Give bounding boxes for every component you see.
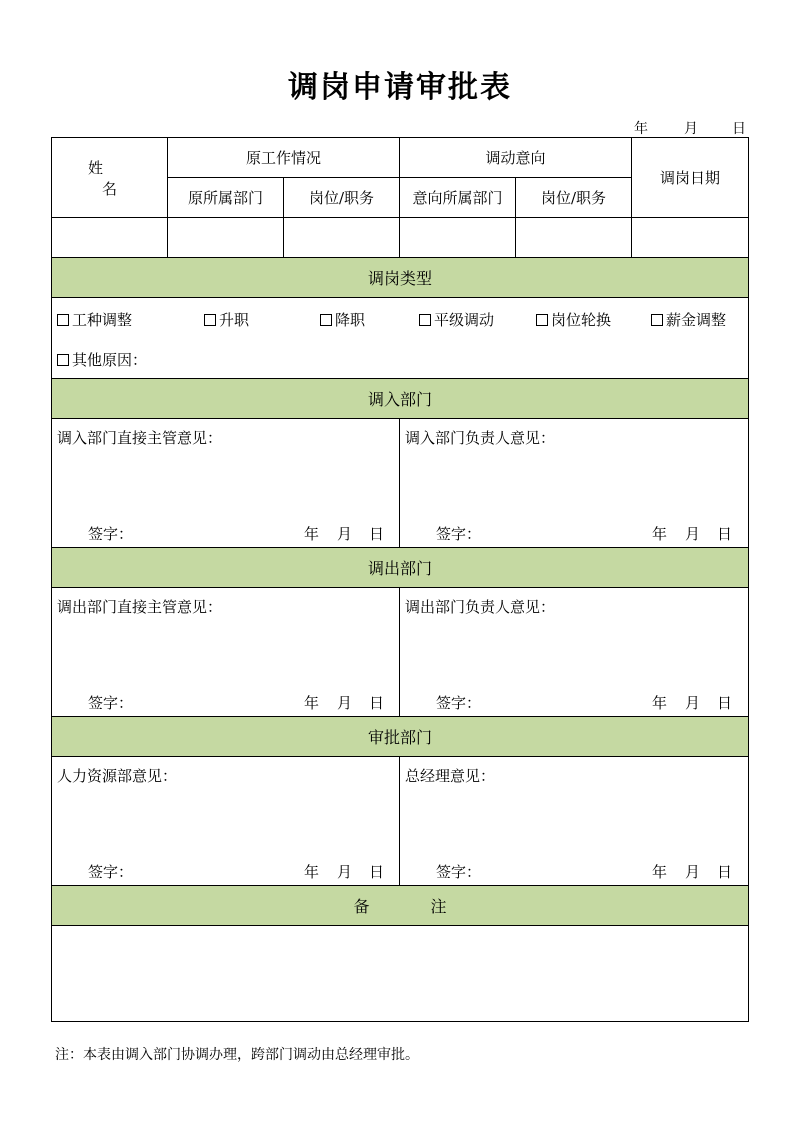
out-supervisor-opinion-label: 调出部门直接主管意见： bbox=[57, 598, 223, 616]
original-dept-header: 原所属部门 bbox=[168, 178, 284, 218]
option-demotion[interactable]: 降职 bbox=[320, 309, 365, 330]
remarks-field[interactable] bbox=[52, 926, 749, 1022]
year-label: 年 bbox=[304, 525, 320, 543]
year-label: 年 bbox=[304, 863, 320, 881]
name-header: 姓 名 bbox=[52, 138, 168, 218]
year-label: 年 bbox=[652, 525, 668, 543]
month-label: 月 bbox=[685, 863, 701, 881]
section-approval: 审批部门 bbox=[52, 717, 749, 757]
footnote: 注：本表由调入部门协调办理，跨部门调动由总经理审批。 bbox=[55, 1047, 419, 1063]
sign-label: 签字： bbox=[88, 863, 134, 881]
out-supervisor-opinion-box[interactable] bbox=[52, 588, 400, 717]
day-label: 日 bbox=[369, 863, 385, 881]
transfer-intent-header: 调动意向 bbox=[400, 138, 632, 178]
section-remarks: 备 注 bbox=[52, 886, 749, 926]
checkbox-icon[interactable] bbox=[57, 354, 69, 366]
month-label: 月 bbox=[337, 863, 353, 881]
form-title: 调岗申请审批表 bbox=[288, 70, 512, 105]
original-dept-field[interactable] bbox=[168, 218, 284, 258]
month-label: 月 bbox=[685, 694, 701, 712]
option-promotion[interactable]: 升职 bbox=[204, 309, 249, 330]
section-transfer-in: 调入部门 bbox=[52, 379, 749, 419]
option-lateral-transfer[interactable]: 平级调动 bbox=[419, 309, 494, 330]
day-label: 日 bbox=[369, 694, 385, 712]
intent-dept-header: 意向所属部门 bbox=[400, 178, 516, 218]
intent-dept-field[interactable] bbox=[400, 218, 516, 258]
year-label: 年 bbox=[652, 694, 668, 712]
intent-post-header: 岗位/职务 bbox=[516, 178, 632, 218]
option-job-rotation[interactable]: 岗位轮换 bbox=[536, 309, 611, 330]
transfer-form-table bbox=[51, 137, 749, 1022]
gm-opinion-box[interactable] bbox=[400, 757, 749, 886]
gm-opinion-label: 总经理意见： bbox=[405, 767, 496, 785]
in-supervisor-opinion-box[interactable] bbox=[52, 419, 400, 548]
transfer-type-options bbox=[52, 298, 749, 339]
other-reason-row bbox=[52, 338, 749, 379]
sign-label: 签字： bbox=[88, 525, 134, 543]
intent-post-field[interactable] bbox=[516, 218, 632, 258]
original-post-field[interactable] bbox=[284, 218, 400, 258]
section-transfer-type: 调岗类型 bbox=[52, 258, 749, 298]
original-job-header: 原工作情况 bbox=[168, 138, 400, 178]
checkbox-icon[interactable] bbox=[320, 314, 332, 326]
day-label: 日 bbox=[717, 525, 733, 543]
checkbox-icon[interactable] bbox=[204, 314, 216, 326]
transfer-date-field[interactable] bbox=[632, 218, 749, 258]
option-other-reason[interactable]: 其他原因： bbox=[57, 349, 147, 370]
day-label: 日 bbox=[717, 863, 733, 881]
hr-opinion-box[interactable] bbox=[52, 757, 400, 886]
date-month-label: 月 bbox=[684, 121, 698, 137]
checkbox-icon[interactable] bbox=[536, 314, 548, 326]
name-field[interactable] bbox=[52, 218, 168, 258]
checkbox-icon[interactable] bbox=[419, 314, 431, 326]
hr-opinion-label: 人力资源部意见： bbox=[57, 767, 178, 785]
out-head-opinion-box[interactable] bbox=[400, 588, 749, 717]
day-label: 日 bbox=[369, 525, 385, 543]
sign-label: 签字： bbox=[436, 863, 482, 881]
month-label: 月 bbox=[337, 525, 353, 543]
section-transfer-out: 调出部门 bbox=[52, 548, 749, 588]
out-head-opinion-label: 调出部门负责人意见： bbox=[405, 598, 556, 616]
option-salary-adjustment[interactable]: 薪金调整 bbox=[651, 309, 726, 330]
date-year-label: 年 bbox=[634, 121, 648, 137]
month-label: 月 bbox=[685, 525, 701, 543]
sign-label: 签字： bbox=[88, 694, 134, 712]
original-post-header: 岗位/职务 bbox=[284, 178, 400, 218]
transfer-date-header: 调岗日期 bbox=[632, 138, 749, 218]
month-label: 月 bbox=[337, 694, 353, 712]
checkbox-icon[interactable] bbox=[57, 314, 69, 326]
option-job-type-change[interactable]: 工种调整 bbox=[57, 309, 132, 330]
day-label: 日 bbox=[717, 694, 733, 712]
sign-label: 签字： bbox=[436, 694, 482, 712]
sign-label: 签字： bbox=[436, 525, 482, 543]
in-head-opinion-label: 调入部门负责人意见： bbox=[405, 429, 556, 447]
date-day-label: 日 bbox=[732, 121, 746, 137]
year-label: 年 bbox=[304, 694, 320, 712]
checkbox-icon[interactable] bbox=[651, 314, 663, 326]
in-head-opinion-box[interactable] bbox=[400, 419, 749, 548]
in-supervisor-opinion-label: 调入部门直接主管意见： bbox=[57, 429, 223, 447]
year-label: 年 bbox=[652, 863, 668, 881]
